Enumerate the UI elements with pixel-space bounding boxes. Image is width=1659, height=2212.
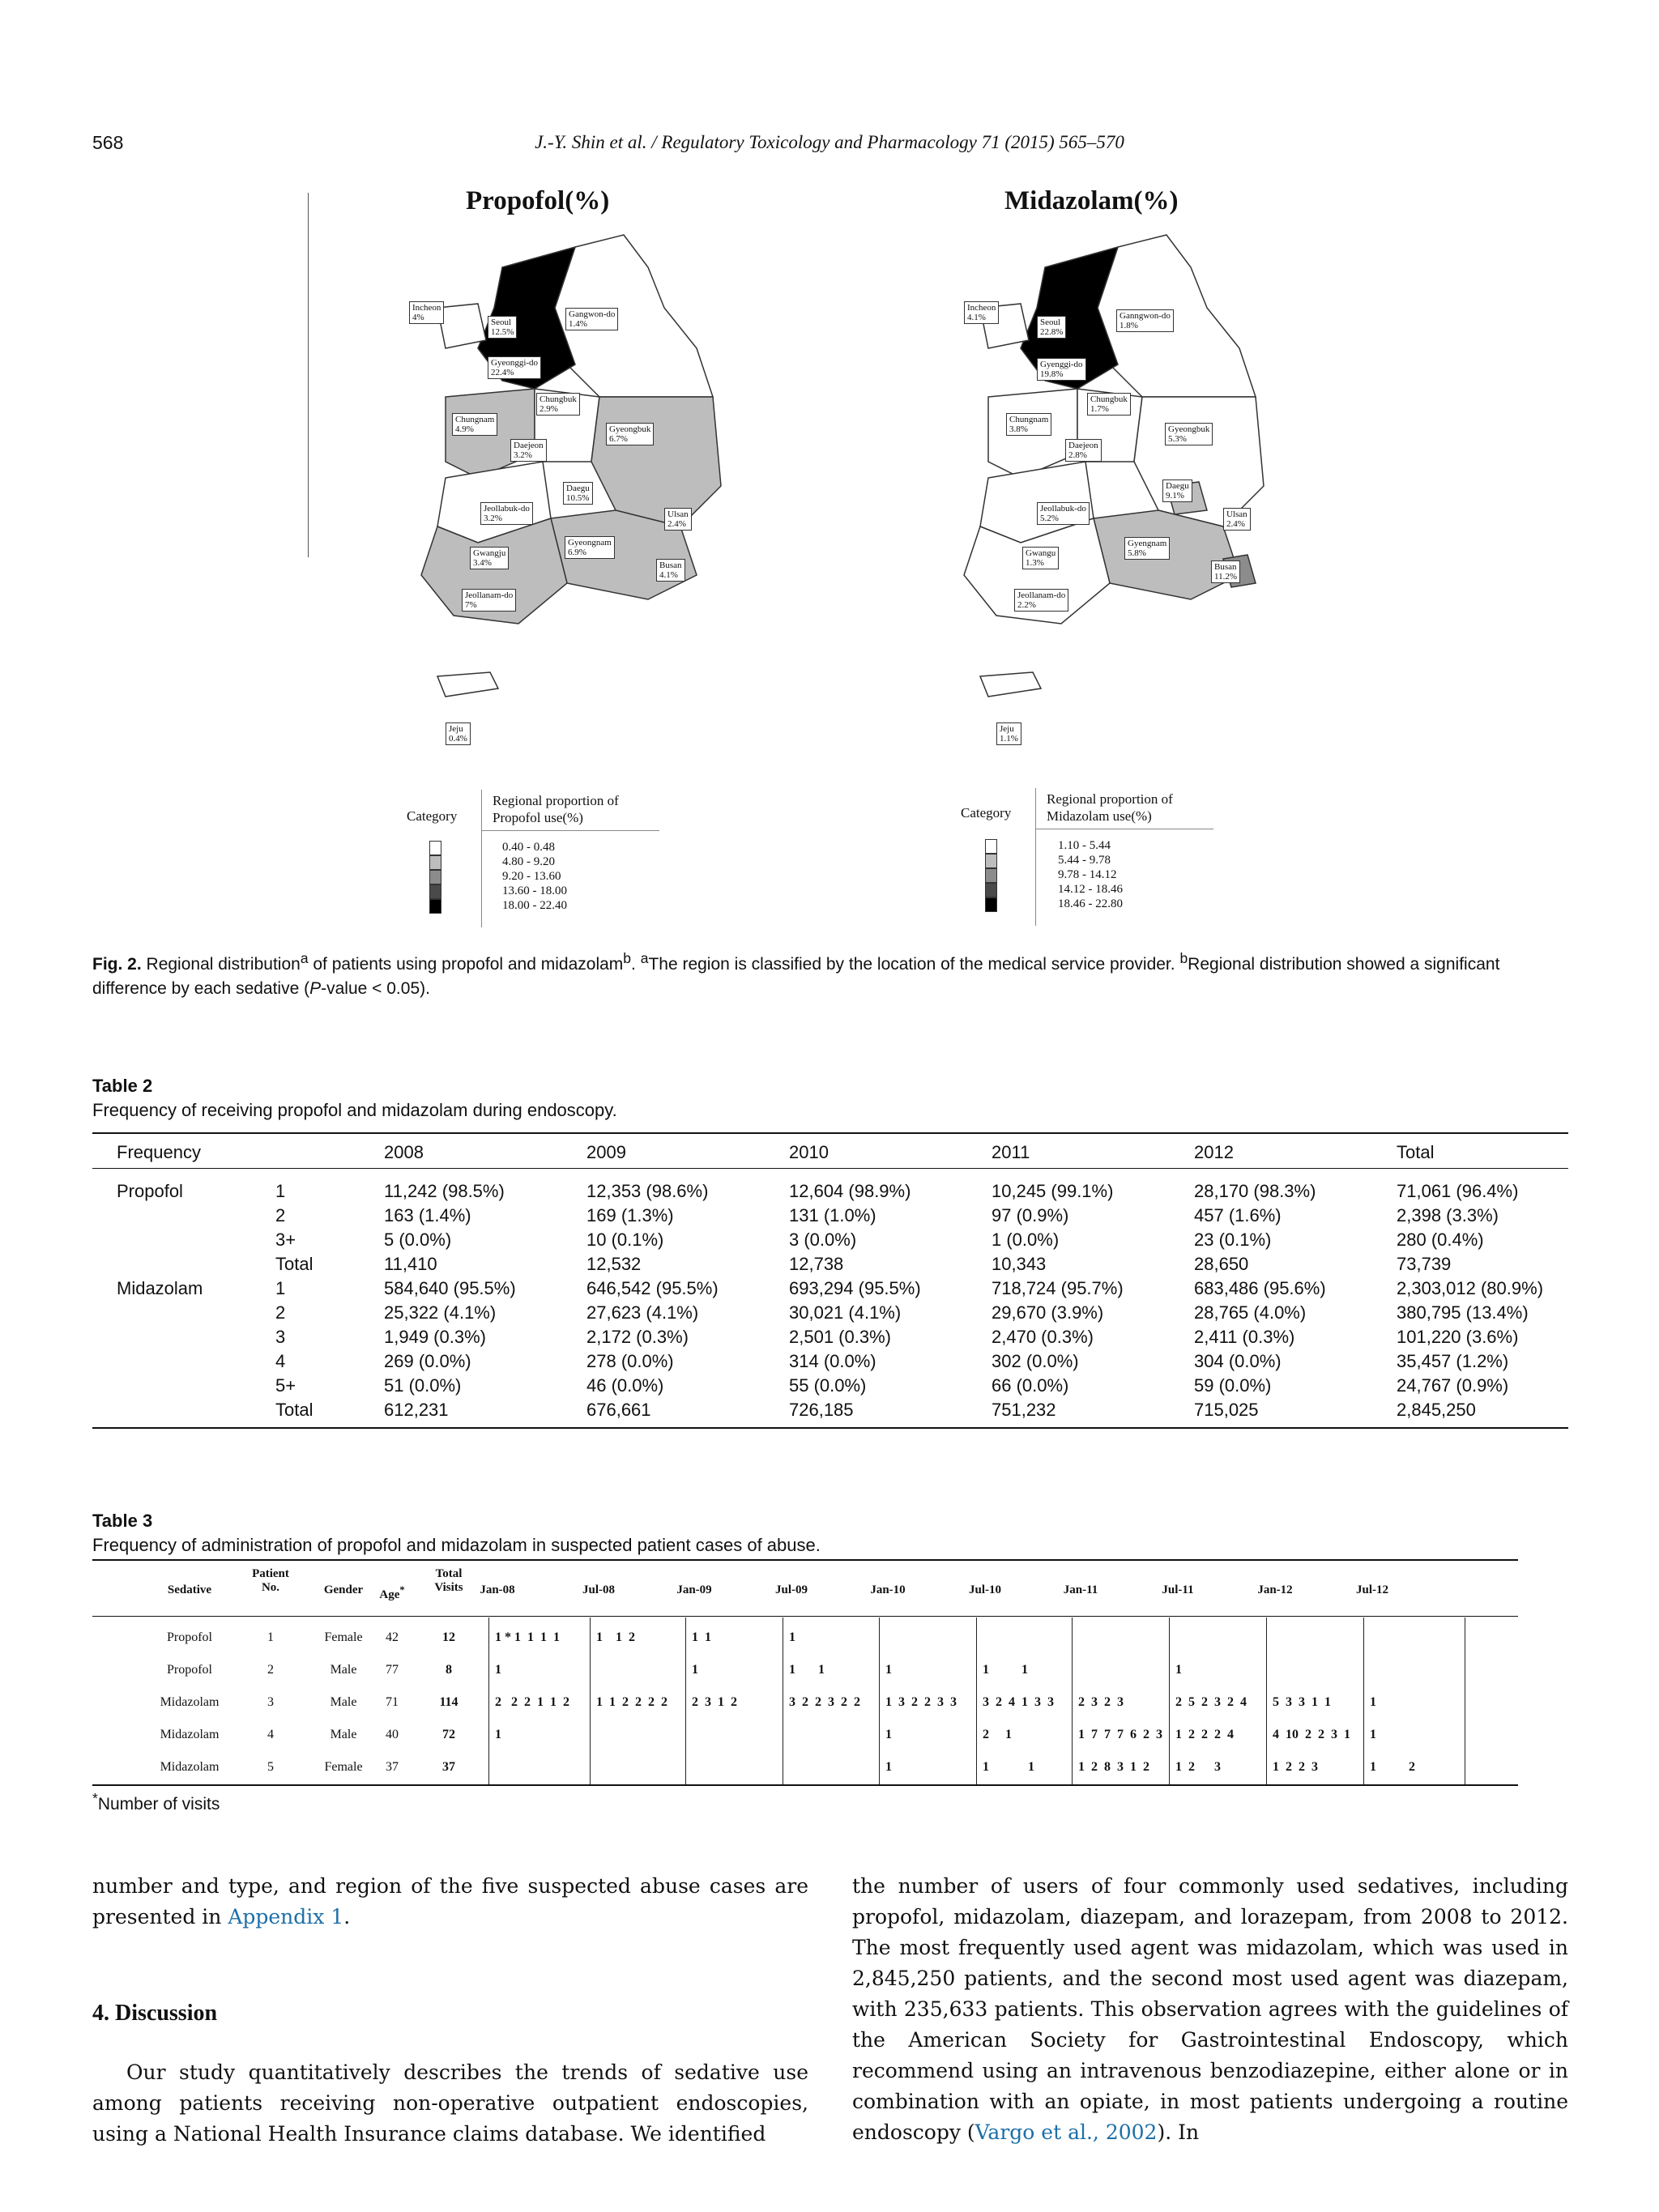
table2-cell: Total (275, 1254, 313, 1274)
table2-cell: 71,061 (96.4%) (1397, 1181, 1519, 1201)
legend-divider (1035, 788, 1036, 926)
table2-cell: 131 (1.0%) (789, 1205, 876, 1225)
midazolam-label-gyeonggi: Gyenggi-do 19.8% (1037, 358, 1086, 381)
table2-cell: 12,532 (586, 1254, 642, 1274)
table3-visit-counts: 4 10 2 2 3 1 (1273, 1728, 1350, 1741)
map-region-gyeongbuk (591, 397, 721, 526)
propofol-legend-range-3: 9.20 - 13.60 (502, 870, 561, 883)
left-column-para1 (92, 1871, 808, 1933)
figure-caption (92, 946, 1568, 1001)
table3-cell-age: 37 (386, 1760, 399, 1774)
table3-subtitle: Frequency of administration of propofol and midazolam in suspected patient cases of abuse. (92, 1535, 821, 1555)
table2-cell: 1 (0.0%) (992, 1230, 1060, 1250)
table2-cell: 2,845,250 (1397, 1400, 1476, 1420)
table2-cell: 66 (0.0%) (992, 1375, 1069, 1396)
table3-visit-counts: 2 5 2 3 2 4 (1175, 1695, 1247, 1709)
header-line: Visits (434, 1581, 463, 1594)
propofol-label-jeju: Jeju 0.4% (446, 722, 471, 745)
table3-visit-counts: 1 2 8 3 1 2 (1078, 1760, 1149, 1774)
propofol-label-jeollanam: Jeollanam-do 7% (462, 589, 516, 612)
table3-cell-gender: Female (324, 1630, 363, 1644)
table2-cell: 1 (275, 1181, 286, 1201)
table3-header-month: Jul-11 (1162, 1583, 1194, 1596)
table3-header-gender: Gender (323, 1583, 364, 1596)
caption-italic: P (309, 979, 322, 998)
figure-frame-line (308, 193, 309, 557)
body-text: . (343, 1905, 351, 1929)
table2-cell: 715,025 (1194, 1400, 1259, 1420)
table3-rule (92, 1784, 1518, 1786)
legend-divider (481, 790, 482, 927)
legend-swatch-4 (429, 884, 441, 899)
table3-visit-counts: 1 (789, 1630, 795, 1644)
table3-visit-counts: 1 (1370, 1728, 1376, 1741)
propofol-label-ulsan: Ulsan 2.4% (664, 508, 692, 531)
table3-header-month: Jul-09 (774, 1583, 808, 1596)
table3-header-month: Jul-12 (1355, 1583, 1388, 1596)
table2-cell: 304 (0.0%) (1194, 1351, 1282, 1371)
table3-cell-sedative: Midazolam (160, 1695, 220, 1709)
table2-cell: 612,231 (384, 1400, 449, 1420)
table3-visit-counts: 1 (885, 1663, 892, 1677)
table3-visit-counts: 2 1 (983, 1728, 1012, 1741)
table3-cell-age: 71 (386, 1695, 399, 1709)
table3-cell-visits: 8 (446, 1663, 452, 1677)
table3-cell-gender: Male (330, 1663, 357, 1677)
midazolam-legend-range-2: 5.44 - 9.78 (1058, 854, 1111, 867)
table2-cell: 584,640 (95.5%) (384, 1278, 516, 1298)
propofol-map-title: Propofol(%) (466, 186, 610, 215)
table3-visit-counts: 1 2 3 (1175, 1760, 1221, 1774)
table2-cell: 676,661 (586, 1400, 651, 1420)
table2-cell: 169 (1.3%) (586, 1205, 674, 1225)
table2-cell: 278 (0.0%) (586, 1351, 674, 1371)
table2-cell: 12,353 (98.6%) (586, 1181, 709, 1201)
table2-header-cell: 2008 (384, 1142, 424, 1162)
table2-cell: 46 (0.0%) (586, 1375, 664, 1396)
legend-swatch-5 (429, 899, 441, 914)
table2-cell: 2,501 (0.3%) (789, 1327, 891, 1347)
table3-rule (92, 1559, 1518, 1561)
table2-cell: 11,242 (98.5%) (384, 1181, 505, 1201)
table3-visit-counts: 1 2 2 3 (1273, 1760, 1318, 1774)
propofol-label-daegu: Daegu 10.5% (563, 482, 593, 505)
table2-cell: 457 (1.6%) (1194, 1205, 1282, 1225)
table3 (92, 1559, 1518, 1786)
caption-sup: a (300, 950, 309, 966)
body-text: ). In (1157, 2120, 1200, 2144)
table3-cell-sedative: Midazolam (160, 1760, 220, 1774)
table3-title: Table 3 (92, 1511, 153, 1531)
table2-cell: 5+ (275, 1375, 296, 1396)
caption-text: Regional distribution showed a significant difference by each sedative ( (92, 955, 1500, 998)
table3-cell-sedative: Propofol (167, 1630, 212, 1644)
appendix-link[interactable]: Appendix 1 (228, 1905, 344, 1929)
table3-cell-patient: 2 (267, 1663, 274, 1677)
midazolam-label-gangwon: Ganngwon-do 1.8% (1116, 309, 1174, 332)
table2-cell: 24,767 (0.9%) (1397, 1375, 1509, 1396)
table2-cell: 3 (0.0%) (789, 1230, 857, 1250)
table2-cell: 269 (0.0%) (384, 1351, 471, 1371)
table2-cell: 28,765 (4.0%) (1194, 1302, 1307, 1323)
caption-sup: b (1179, 950, 1188, 966)
table2-cell: 10 (0.1%) (586, 1230, 664, 1250)
table2-cell: 51 (0.0%) (384, 1375, 462, 1396)
table3-cell-patient: 1 (267, 1630, 274, 1644)
propofol-label-jeollabuk: Jeollabuk-do 3.2% (480, 502, 533, 525)
map-region-jeju (437, 672, 498, 697)
header-line: Total (435, 1567, 463, 1580)
table2-cell: 28,650 (1194, 1254, 1249, 1274)
midazolam-map-title: Midazolam(%) (1004, 186, 1179, 215)
table2-cell: 280 (0.4%) (1397, 1230, 1484, 1250)
table3-visit-counts: 1 7 7 7 6 2 3 (1078, 1728, 1162, 1741)
journal-header: J.-Y. Shin et al. / Regulatory Toxicology and Pharmacology 71 (2015) 565–570 (535, 132, 1124, 152)
table3-cell-age: 42 (386, 1630, 399, 1644)
table3-visit-counts: 1 1 (789, 1663, 825, 1677)
midazolam-label-gyeongnam: Gyengnam 5.8% (1124, 537, 1170, 560)
page-number: 568 (92, 132, 124, 153)
midazolam-label-jeollanam: Jeollanam-do 2.2% (1014, 589, 1068, 612)
midazolam-legend-range-5: 18.46 - 22.80 (1058, 897, 1123, 910)
table2-cell: 73,739 (1397, 1254, 1452, 1274)
table2-cell: 2,398 (3.3%) (1397, 1205, 1499, 1225)
table2-cell: 2,411 (0.3%) (1194, 1327, 1295, 1347)
table2-cell: 302 (0.0%) (992, 1351, 1079, 1371)
propofol-label-incheon: Incheon 4% (409, 301, 444, 324)
midazolam-label-seoul: Seoul 22.8% (1037, 316, 1066, 339)
table2-cell: 30,021 (4.1%) (789, 1302, 902, 1323)
propofol-label-chungnam: Chungnam 4.9% (452, 413, 497, 436)
table2-cell: 683,486 (95.6%) (1194, 1278, 1326, 1298)
table3-header-sedative: Sedative (167, 1583, 212, 1596)
body-text: Our study quantitatively describes the trends of sedative use among patients receiving non-operative outpatient endoscopies, using a National Health Insurance claims database. We identified (92, 2061, 808, 2146)
midazolam-legend-range-4: 14.12 - 18.46 (1058, 883, 1123, 896)
table3-header-patient (238, 1567, 303, 1595)
caption-label: Fig. 2. (92, 955, 142, 974)
table3-visit-counts: 2 3 1 2 (692, 1695, 737, 1709)
table2-cell: 11,410 (384, 1254, 437, 1274)
propofol-label-chungbuk: Chungbuk 2.9% (536, 393, 580, 416)
table3-visit-counts: 1 (885, 1728, 892, 1741)
propofol-label-seoul: Seoul 12.5% (488, 316, 517, 339)
table2-cell: 59 (0.0%) (1194, 1375, 1272, 1396)
table3-visit-counts: 1 (1370, 1695, 1376, 1709)
legend-swatch-3 (429, 870, 441, 884)
table3-header-month: Jul-08 (582, 1583, 615, 1596)
table3-visit-counts: 1 (495, 1663, 501, 1677)
propofol-label-gyeongbuk: Gyeongbuk 6.7% (606, 423, 654, 445)
table2-cell: 29,670 (3.9%) (992, 1302, 1104, 1323)
midazolam-label-chungbuk: Chungbuk 1.7% (1087, 393, 1131, 416)
table2-cell: 55 (0.0%) (789, 1375, 867, 1396)
legend-swatch-1 (985, 839, 997, 854)
right-column-para (852, 1871, 1568, 2148)
table3-header-month: Jan-08 (480, 1583, 515, 1596)
table2-cell: 4 (275, 1351, 286, 1371)
section-heading: 4. Discussion (92, 2001, 218, 2026)
midazolam-label-jeju: Jeju 1.1% (996, 722, 1021, 745)
table2-cell: 12,604 (98.9%) (789, 1181, 911, 1201)
table3-cell-visits: 37 (442, 1760, 455, 1774)
footnote-mark: * (92, 1790, 98, 1806)
propofol-legend-category: Category (407, 808, 458, 824)
table3-visit-counts: 1 3 2 2 3 3 (885, 1695, 957, 1709)
midazolam-label-gyeongbuk: Gyeongbuk 5.3% (1165, 423, 1213, 445)
legend-divider (481, 830, 659, 831)
table3-visit-counts: 1 * 1 1 1 1 (495, 1630, 560, 1644)
table2-cell: 2,172 (0.3%) (586, 1327, 689, 1347)
table2-header-cell: Frequency (117, 1142, 201, 1162)
table2-header-cell: 2010 (789, 1142, 829, 1162)
midazolam-legend-range-1: 1.10 - 5.44 (1058, 839, 1111, 852)
midazolam-label-gwangju: Gwangu 1.3% (1022, 547, 1059, 569)
table3-cell-gender: Female (324, 1760, 363, 1774)
midazolam-legend-title: Regional proportion of Midazolam use(%) (1047, 791, 1173, 824)
table2-cell: 10,343 (992, 1254, 1047, 1274)
table3-footnote (92, 1790, 220, 1814)
table3-visit-counts: 1 (1175, 1663, 1182, 1677)
table3-visit-counts: 2 3 2 3 (1078, 1695, 1124, 1709)
table3-rule (92, 1616, 1518, 1617)
midazolam-label-jeollabuk: Jeollabuk-do 5.2% (1037, 502, 1090, 525)
midazolam-label-chungnam: Chungnam 3.8% (1006, 413, 1051, 436)
table2-header-cell: 2009 (586, 1142, 626, 1162)
table3-visit-counts: 1 1 (983, 1663, 1028, 1677)
midazolam-label-incheon: Incheon 4.1% (964, 301, 999, 324)
table3-header-month: Jul-10 (968, 1583, 1001, 1596)
table2-header-rule (92, 1168, 1568, 1169)
midazolam-legend-range-3: 9.78 - 14.12 (1058, 868, 1117, 881)
table2-cell: 3+ (275, 1230, 296, 1250)
table2-cell: 1,949 (0.3%) (384, 1327, 486, 1347)
legend-swatch-2 (985, 854, 997, 868)
table3-visit-counts: 1 2 2 2 4 (1175, 1728, 1234, 1741)
body-text: the number of users of four commonly used sedatives, including propofol, midazolam, diazepam, and lorazepam, from 2008 to 2012. The most frequently used agent was midazolam, which was used in 2,845,250 patients, and the second most used agent was diazepam, with 235,633 patients. This observation agrees with the guidelines of the American Society for Gastrointestinal Endoscopy, which recommend using an intravenous benzodiazepine, either alone or in combination with an opiate, in most patients undergoing a routine endoscopy ( (852, 1874, 1568, 2144)
map-region-incheon (437, 304, 486, 348)
table2-cell: 693,294 (95.5%) (789, 1278, 921, 1298)
table3-cell-visits: 114 (439, 1695, 458, 1709)
table2-header-cell: 2012 (1194, 1142, 1234, 1162)
caption-text: The region is classified by the location of the medical service provider. (648, 955, 1180, 974)
table3-visit-counts: 1 1 (983, 1760, 1034, 1774)
table3-cell-age: 40 (386, 1728, 399, 1741)
table2-cell: 28,170 (98.3%) (1194, 1181, 1316, 1201)
caption-sup: b (623, 950, 632, 966)
header-line: No. (261, 1581, 280, 1594)
table3-cell-gender: Male (330, 1728, 357, 1741)
legend-swatch-5 (985, 897, 997, 912)
table2-cell: Midazolam (117, 1278, 203, 1298)
footnote-text: Number of visits (97, 1795, 220, 1813)
midazolam-label-ulsan: Ulsan 2.4% (1223, 508, 1251, 531)
table3-cell-sedative: Propofol (167, 1663, 212, 1677)
table3-cell-visits: 12 (442, 1630, 455, 1644)
table2-cell: 1 (275, 1278, 286, 1298)
table3-visit-counts: 1 (885, 1760, 892, 1774)
table2-cell: Propofol (117, 1181, 183, 1201)
table2-subtitle: Frequency of receiving propofol and midazolam during endoscopy. (92, 1100, 617, 1120)
table2-cell: 12,738 (789, 1254, 844, 1274)
table3-visit-counts: 1 1 (692, 1630, 711, 1644)
propofol-legend-range-5: 18.00 - 22.40 (502, 899, 567, 912)
table2-cell: 314 (0.0%) (789, 1351, 876, 1371)
propofol-label-gyeongnam: Gyeongnam 6.9% (565, 536, 615, 559)
table3-header-month: Jan-10 (870, 1583, 906, 1596)
table2-header-cell: Total (1397, 1142, 1435, 1162)
table2-header-cell: 2011 (992, 1142, 1030, 1162)
table2-cell: 2,470 (0.3%) (992, 1327, 1094, 1347)
header-sup: * (399, 1584, 405, 1596)
table3-visit-counts: 3 2 4 1 3 3 (983, 1695, 1054, 1709)
table3-cell-age: 77 (386, 1663, 399, 1677)
table3-cell-sedative: Midazolam (160, 1728, 220, 1741)
reference-link[interactable]: Vargo et al., 2002 (975, 2120, 1158, 2144)
midazolam-legend-category: Category (961, 805, 1012, 820)
table3-cell-patient: 4 (267, 1728, 274, 1741)
propofol-legend-title: Regional proportion of Propofol use(%) (493, 793, 619, 825)
table2-cell: 2,303,012 (80.9%) (1397, 1278, 1544, 1298)
midazolam-map (899, 219, 1320, 753)
caption-text: of patients using propofol and midazolam (308, 955, 624, 974)
propofol-legend-range-4: 13.60 - 18.00 (502, 884, 567, 897)
table2-cell: 163 (1.4%) (384, 1205, 471, 1225)
table3-header-month: Jan-09 (676, 1583, 712, 1596)
table3-visit-counts: 1 (495, 1728, 501, 1741)
propofol-label-gangwon: Gangwon-do 1.4% (565, 308, 618, 330)
propofol-label-busan: Busan 4.1% (656, 559, 685, 582)
figure-2 (308, 186, 1580, 931)
legend-swatch-3 (985, 868, 997, 883)
table3-visit-counts: 1 1 2 2 2 2 (596, 1695, 667, 1709)
table3-visit-counts: 3 2 2 3 2 2 (789, 1695, 860, 1709)
table3-header-age (368, 1583, 416, 1602)
caption-text: Regional distribution (141, 955, 301, 974)
body-text: number and type, and region of the five suspected abuse cases are presented in (92, 1874, 808, 1929)
table2-cell: 751,232 (992, 1400, 1056, 1420)
table2-cell: 27,623 (4.1%) (586, 1302, 699, 1323)
table2-top-rule (92, 1132, 1568, 1134)
table3-header-month: Jan-12 (1257, 1583, 1293, 1596)
table2-cell: 380,795 (13.4%) (1397, 1302, 1529, 1323)
propofol-label-daejeon: Daejeon 3.2% (510, 439, 547, 462)
table2-bottom-rule (92, 1427, 1568, 1429)
table2-cell: 2 (275, 1302, 286, 1323)
table3-visit-counts: 2 2 2 1 1 2 (495, 1695, 569, 1709)
legend-swatch-4 (985, 883, 997, 897)
table2-cell: 23 (0.1%) (1194, 1230, 1272, 1250)
table3-visit-counts: 1 1 2 (596, 1630, 635, 1644)
table2-cell: Total (275, 1400, 313, 1420)
propofol-legend-range-2: 4.80 - 9.20 (502, 855, 555, 868)
caption-text: -value < 0.05). (321, 979, 430, 998)
midazolam-label-busan: Busan 11.2% (1211, 560, 1240, 583)
propofol-label-gyeonggi: Gyeonggi-do 22.4% (488, 356, 541, 379)
table2-cell: 718,724 (95.7%) (992, 1278, 1124, 1298)
table3-header-month: Jan-11 (1063, 1583, 1098, 1596)
table2-cell: 10,245 (99.1%) (992, 1181, 1114, 1201)
midazolam-label-daegu: Daegu 9.1% (1162, 479, 1192, 502)
table2-cell: 646,542 (95.5%) (586, 1278, 719, 1298)
table2-cell: 35,457 (1.2%) (1397, 1351, 1509, 1371)
table3-cell-patient: 5 (267, 1760, 274, 1774)
caption-sup: a (640, 950, 649, 966)
table2-cell: 3 (275, 1327, 286, 1347)
table3-visit-counts: 5 3 3 1 1 (1273, 1695, 1331, 1709)
propofol-label-gwangju: Gwangju 3.4% (470, 547, 509, 569)
legend-swatch-1 (429, 841, 441, 855)
table3-column-divider (488, 1617, 489, 1784)
map-region-jeju (980, 672, 1041, 697)
table3-cell-patient: 3 (267, 1695, 274, 1709)
table2-cell: 101,220 (3.6%) (1397, 1327, 1519, 1347)
caption-text: . (631, 955, 641, 974)
propofol-legend-range-1: 0.40 - 0.48 (502, 841, 555, 854)
table2-cell: 5 (0.0%) (384, 1230, 452, 1250)
table3-cell-visits: 72 (442, 1728, 455, 1741)
table3-visit-counts: 1 (692, 1663, 698, 1677)
legend-swatch-2 (429, 855, 441, 870)
table2-cell: 726,185 (789, 1400, 854, 1420)
table2-cell: 97 (0.9%) (992, 1205, 1069, 1225)
table3-cell-gender: Male (330, 1695, 357, 1709)
header-line: Patient (252, 1567, 289, 1580)
left-column-para2 (92, 2057, 808, 2150)
table2-cell: 2 (275, 1205, 286, 1225)
midazolam-label-daejeon: Daejeon 2.8% (1065, 439, 1102, 462)
table2-title: Table 2 (92, 1076, 153, 1096)
header-line: Age (379, 1588, 400, 1601)
table2-cell: 25,322 (4.1%) (384, 1302, 497, 1323)
table3-visit-counts: 1 2 (1370, 1760, 1415, 1774)
